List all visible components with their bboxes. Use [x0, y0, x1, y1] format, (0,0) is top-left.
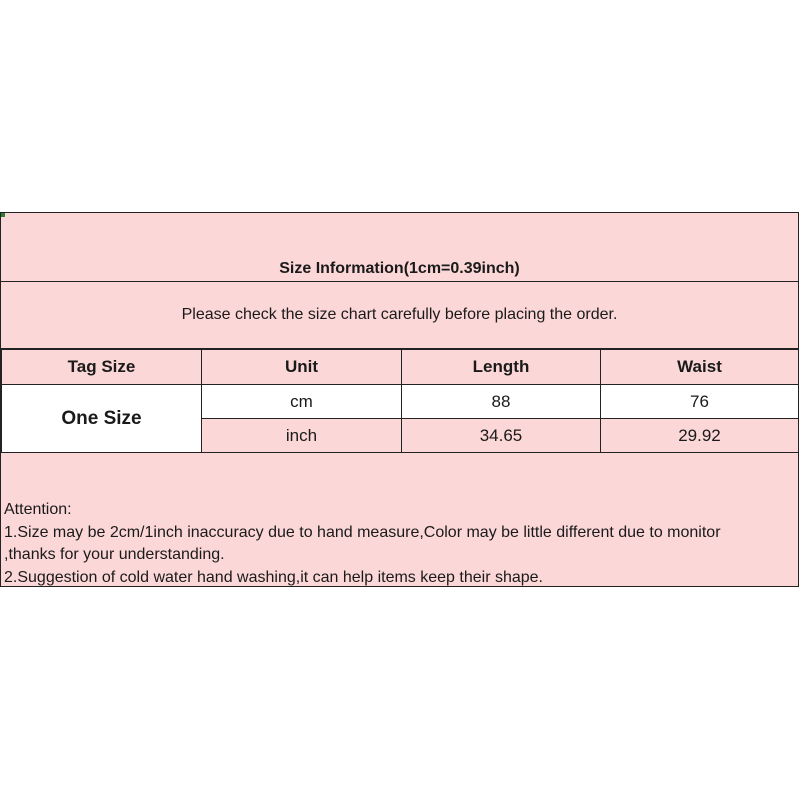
waist-cell: 76 — [601, 385, 799, 419]
unit-cell: cm — [202, 385, 402, 419]
header-waist: Waist — [601, 350, 799, 385]
title-row — [1, 213, 798, 282]
attention-line: ,thanks for your understanding. — [4, 546, 225, 563]
tag-size-value: One Size — [2, 385, 202, 453]
waist-cell: 29.92 — [601, 419, 799, 453]
length-cell: 88 — [402, 385, 601, 419]
attention-line: 2.Suggestion of cold water hand washing,it can help items keep their shape. — [4, 568, 543, 586]
size-chart — [0, 212, 799, 587]
attention-line: 1.Size may be 2cm/1inch inaccuracy due to hand measure,Color may be little different due to monitor — [4, 523, 721, 541]
notice-row — [1, 282, 798, 349]
header-unit: Unit — [202, 350, 402, 385]
header-length: Length — [402, 350, 601, 385]
size-info-title: Size Information(1cm=0.39inch) — [279, 260, 520, 277]
length-cell: 34.65 — [402, 419, 601, 453]
unit-cell: inch — [202, 419, 402, 453]
size-table — [1, 349, 799, 453]
order-notice: Please check the size chart carefully before placing the order. — [181, 306, 618, 323]
attention-notes — [4, 499, 721, 589]
attention-heading: Attention: — [4, 501, 72, 518]
table-header-row — [2, 350, 799, 385]
header-tag-size: Tag Size — [2, 350, 202, 385]
table-row — [2, 385, 799, 419]
